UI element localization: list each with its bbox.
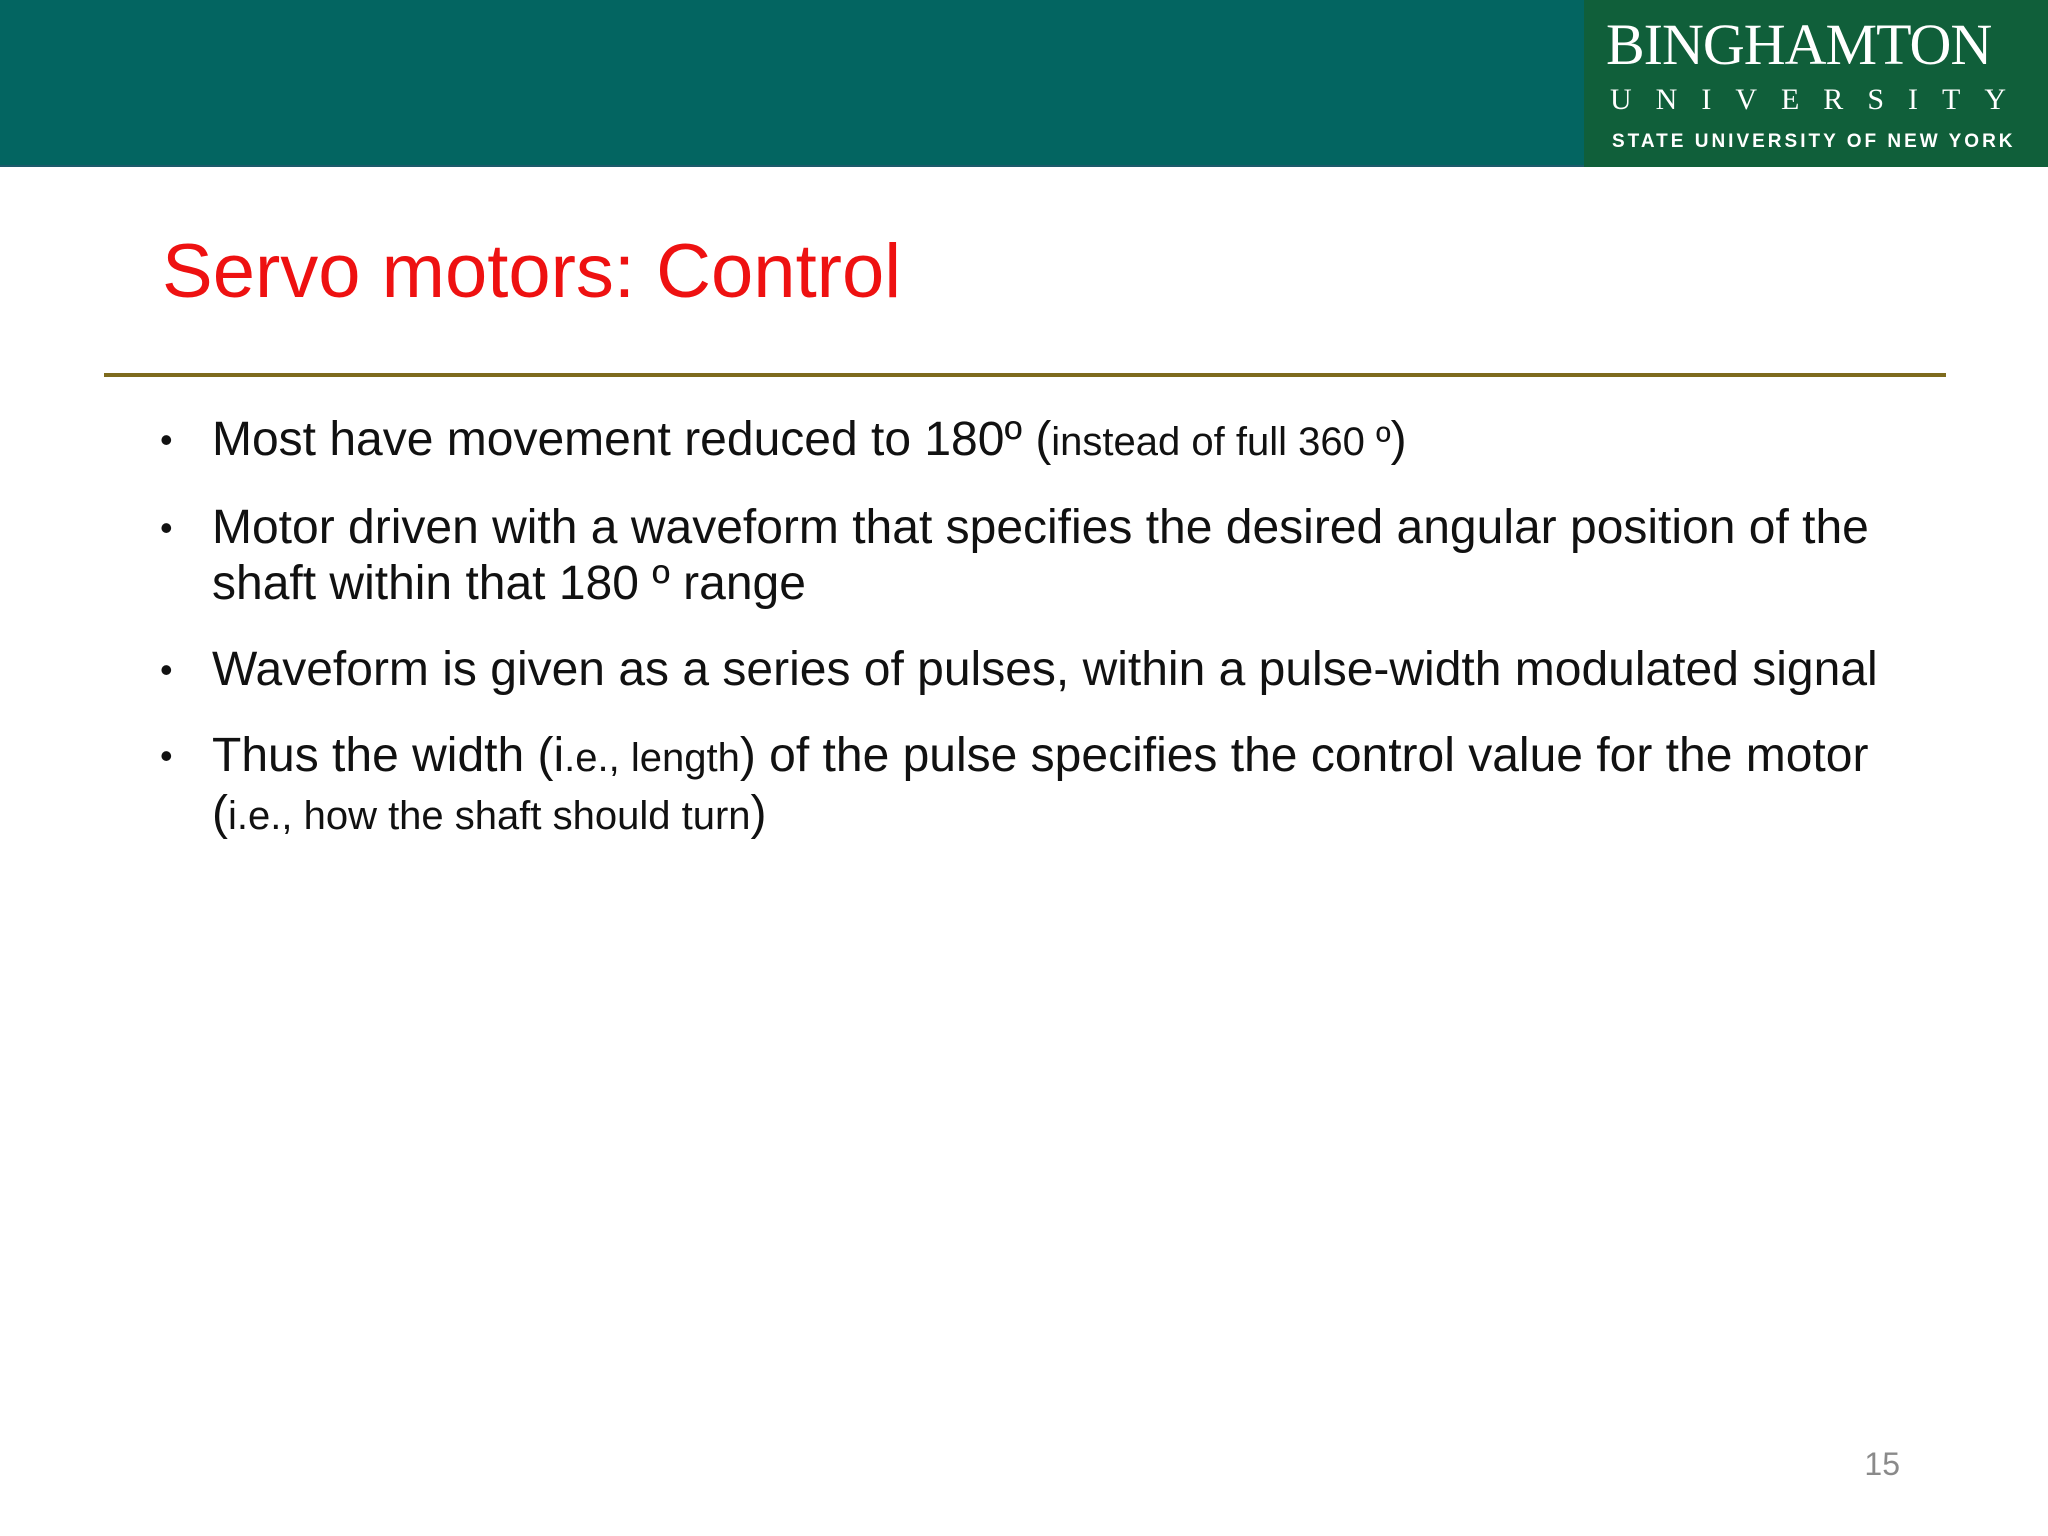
bullet-1-end: ) (1390, 413, 1407, 466)
bullet-4-small-b: i.e. (227, 794, 282, 838)
bullet-list (160, 412, 1880, 874)
binghamton-logo (1584, 0, 2048, 167)
bullet-marker: • (160, 649, 173, 690)
bullet-marker: • (160, 735, 173, 776)
title-divider (104, 373, 1946, 377)
logo-university: UNIVERSITY (1610, 83, 2030, 116)
bullet-1-text: Most have movement reduced to 180º ( (212, 413, 1052, 466)
slide-title: Servo motors: Control (162, 229, 902, 314)
bullet-4-small-c: , how the shaft should turn (281, 794, 751, 838)
logo-wordmark: BINGHAMTON (1606, 12, 1992, 77)
bullet-item-1 (160, 412, 1880, 470)
bullet-4-small-a: .e., length (564, 736, 740, 780)
bullet-item-2 (160, 500, 1880, 612)
bullet-4-text-c: ) of the pulse specifies the control value for the motor ( (212, 729, 1869, 840)
bullet-marker: • (160, 507, 173, 548)
page-number: 15 (1864, 1446, 1900, 1482)
bullet-4-text-d: ) (750, 787, 767, 840)
bullet-4-text-a: Thus the width ( (212, 729, 554, 782)
bullet-1-small-text: instead of full 360 º (1051, 420, 1391, 464)
bullet-3-text: Waveform is given as a series of pulses, within a pulse-width modulated signal (212, 643, 1878, 696)
logo-tagline: STATE UNIVERSITY OF NEW YORK (1612, 131, 2016, 152)
bullet-4-text-b: i (553, 729, 565, 782)
bullet-item-4 (160, 728, 1880, 844)
bullet-2-text: Motor driven with a waveform that specifies the desired angular position of the shaft within that 180 º range (212, 501, 1869, 610)
bullet-item-3 (160, 642, 1880, 698)
bullet-marker: • (160, 419, 173, 460)
